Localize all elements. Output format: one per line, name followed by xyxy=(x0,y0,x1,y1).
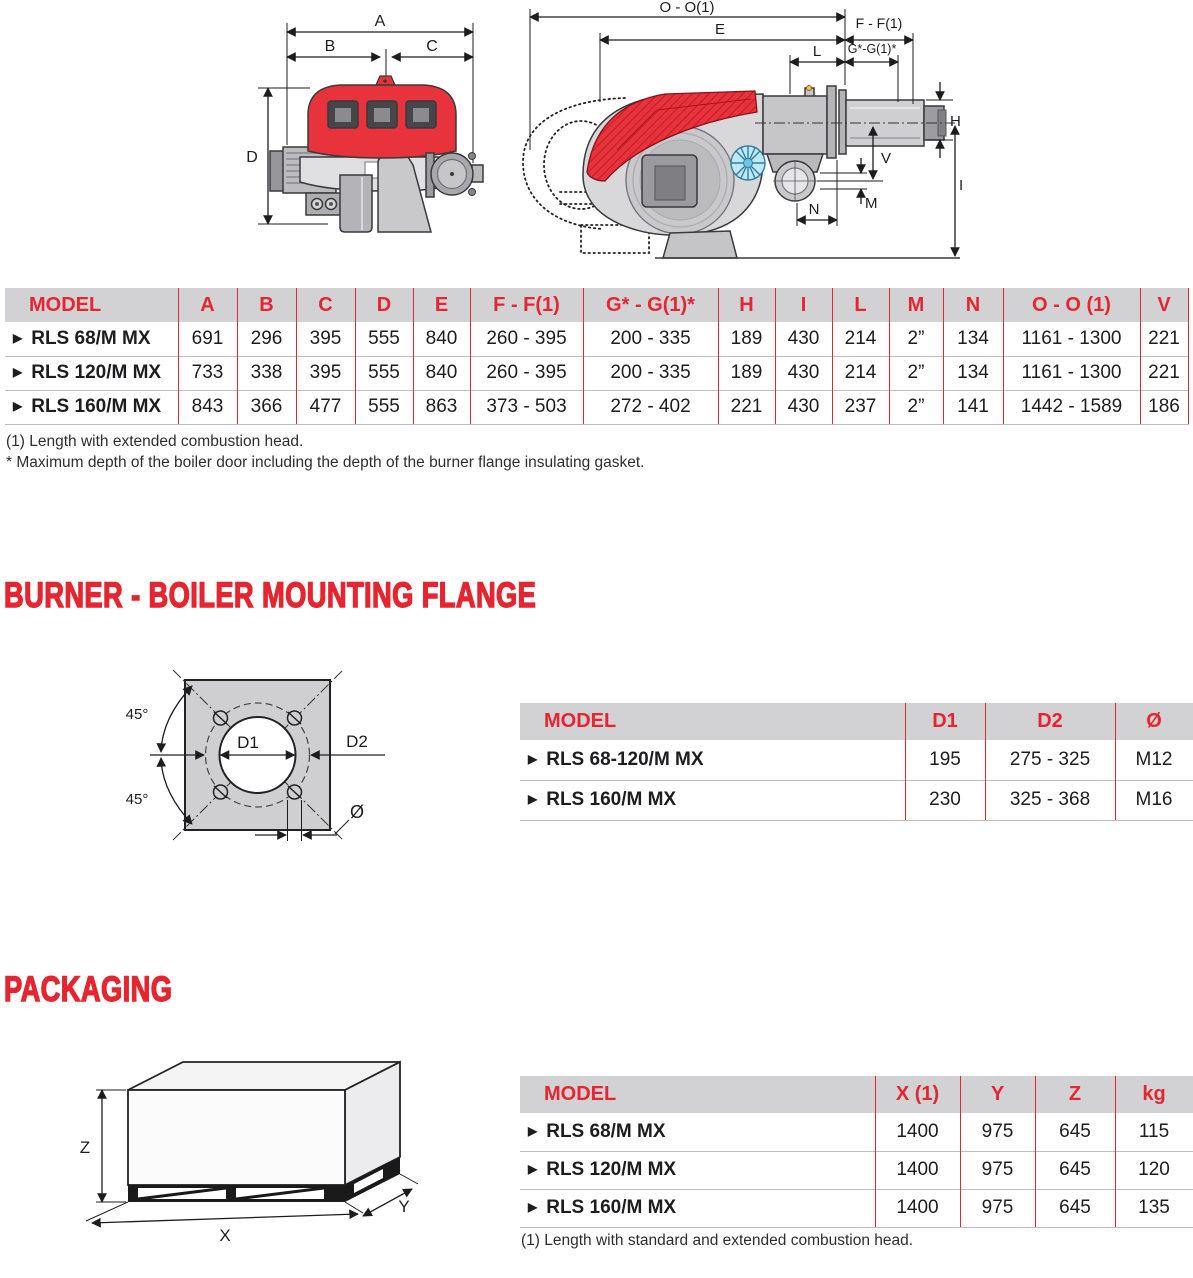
col-y: Y xyxy=(960,1076,1035,1113)
dim-i xyxy=(955,126,963,256)
dim-b-label: B xyxy=(324,38,336,55)
packaging-table-header-row xyxy=(520,1076,1193,1113)
cell-m: 2” xyxy=(889,356,943,390)
cell-dia: M12 xyxy=(1115,740,1193,780)
col-kg: kg xyxy=(1115,1076,1193,1113)
cell-v: 221 xyxy=(1140,356,1188,390)
col-c: C xyxy=(296,288,355,322)
col-f: F - F(1) xyxy=(470,288,583,322)
cell-d1: 230 xyxy=(905,780,985,820)
cell-b: 296 xyxy=(237,322,296,356)
row-marker-icon: ▶ xyxy=(528,1200,538,1214)
dimensions-table-header-row xyxy=(5,288,1188,322)
cell-o: 1161 - 1300 xyxy=(1003,356,1140,390)
dim-b xyxy=(287,38,380,57)
row-marker-icon: ▶ xyxy=(528,792,538,806)
packaging-box xyxy=(128,1062,400,1185)
col-model: MODEL xyxy=(520,1076,875,1113)
model-name xyxy=(520,1189,875,1227)
cell-b: 338 xyxy=(237,356,296,390)
cell-v: 221 xyxy=(1140,322,1188,356)
model-label: RLS 120/M MX xyxy=(546,1159,677,1180)
col-n: N xyxy=(943,288,1003,322)
col-i: I xyxy=(775,288,832,322)
cell-m: 2” xyxy=(889,390,943,424)
cell-y: 975 xyxy=(960,1113,1035,1151)
packaging-section-title: PACKAGING xyxy=(4,970,173,1009)
cell-g: 272 - 402 xyxy=(583,390,718,424)
cell-n: 134 xyxy=(943,356,1003,390)
cell-d2: 325 - 368 xyxy=(985,780,1115,820)
cell-f: 260 - 395 xyxy=(470,322,583,356)
cell-l: 237 xyxy=(832,390,889,424)
col-l: L xyxy=(832,288,889,322)
dim-gg xyxy=(845,42,898,102)
cell-y: 975 xyxy=(960,1151,1035,1189)
dim-angle-bottom xyxy=(126,758,192,824)
cell-l: 214 xyxy=(832,356,889,390)
cell-f: 373 - 503 xyxy=(470,390,583,424)
cell-o: 1161 - 1300 xyxy=(1003,322,1140,356)
dim-x xyxy=(86,1202,363,1245)
dim-oo-label: O - O(1) xyxy=(659,0,715,16)
row-marker-icon: ▶ xyxy=(528,1123,538,1138)
cell-e: 840 xyxy=(413,356,470,390)
col-h: H xyxy=(718,288,775,322)
cell-x: 1400 xyxy=(875,1189,960,1227)
dim-ff xyxy=(845,15,913,104)
cell-dia: M16 xyxy=(1115,780,1193,820)
dim-d-label: D xyxy=(246,149,258,166)
cell-e: 863 xyxy=(413,390,470,424)
row-marker-icon: ▶ xyxy=(528,751,538,766)
flange-section-title: BURNER - BOILER MOUNTING FLANGE xyxy=(4,576,537,615)
col-dia: Ø xyxy=(1115,703,1193,740)
model-label: RLS 68-120/M MX xyxy=(546,748,704,770)
col-z: Z xyxy=(1035,1076,1115,1113)
model-name xyxy=(520,1151,875,1189)
cell-c: 395 xyxy=(296,356,355,390)
flange-table xyxy=(520,703,1193,821)
cell-z: 645 xyxy=(1035,1151,1115,1189)
cell-g: 200 - 335 xyxy=(583,322,718,356)
model-name xyxy=(520,740,905,780)
cell-a: 843 xyxy=(178,390,237,424)
dim-l-label: L xyxy=(812,43,822,60)
col-g: G* - G(1)* xyxy=(583,288,718,322)
dim-v-label: V xyxy=(881,150,892,167)
dim-d1-label: D1 xyxy=(237,733,259,752)
dim-i-label: I xyxy=(959,177,964,194)
packaging-table xyxy=(520,1076,1193,1228)
cell-v: 186 xyxy=(1140,390,1188,424)
table-row xyxy=(520,780,1193,820)
dim-d2-label: D2 xyxy=(346,732,368,751)
cell-o: 1442 - 1589 xyxy=(1003,390,1140,424)
dim-n-label: N xyxy=(808,201,820,218)
cell-i: 430 xyxy=(775,390,832,424)
model-name xyxy=(520,1113,875,1151)
cell-y: 975 xyxy=(960,1189,1035,1227)
cell-e: 840 xyxy=(413,322,470,356)
cell-h: 221 xyxy=(718,390,775,424)
col-m: M xyxy=(889,288,943,322)
table-row xyxy=(520,1189,1193,1227)
col-o: O - O (1) xyxy=(1003,288,1140,322)
model-label: RLS 120/M MX xyxy=(31,362,162,383)
dimensions-footnotes xyxy=(6,431,644,473)
cell-x: 1400 xyxy=(875,1151,960,1189)
cell-z: 645 xyxy=(1035,1113,1115,1151)
footnote-2: * Maximum depth of the boiler door including the depth of the burner flange insulating gasket. xyxy=(6,454,645,471)
blast-tube xyxy=(755,86,955,159)
cell-g: 200 - 335 xyxy=(583,356,718,390)
col-v: V xyxy=(1140,288,1188,322)
col-d2: D2 xyxy=(985,703,1115,740)
angle-bottom-label: 45° xyxy=(125,791,149,808)
table-row xyxy=(520,1151,1193,1189)
cell-kg: 135 xyxy=(1115,1189,1193,1227)
packaging-footnote: (1) Length with standard and extended combustion head. xyxy=(521,1232,914,1249)
cell-a: 733 xyxy=(178,356,237,390)
model-name xyxy=(520,780,905,820)
burner-front-body xyxy=(270,76,483,232)
cell-h: 189 xyxy=(718,322,775,356)
mounting-flange-diagram xyxy=(95,648,425,863)
model-name xyxy=(5,356,178,390)
model-label: RLS 68/M MX xyxy=(546,1120,666,1142)
burner-front-view-drawing xyxy=(230,5,515,270)
cell-kg: 115 xyxy=(1115,1113,1193,1151)
cell-m: 2” xyxy=(889,322,943,356)
row-marker-icon: ▶ xyxy=(13,399,23,413)
angle-top-label: 45° xyxy=(125,706,149,723)
dim-a-label: A xyxy=(374,13,386,30)
fan-wheel xyxy=(731,146,765,180)
col-d1: D1 xyxy=(905,703,985,740)
cell-d2: 275 - 325 xyxy=(985,740,1115,780)
cell-c: 477 xyxy=(296,390,355,424)
model-label: RLS 160/M MX xyxy=(31,396,162,417)
cell-n: 141 xyxy=(943,390,1003,424)
cell-i: 430 xyxy=(775,322,832,356)
packaging-box-diagram xyxy=(60,1035,430,1250)
dim-c-label: C xyxy=(426,38,438,55)
dim-y-label: Y xyxy=(398,1197,410,1216)
dim-z xyxy=(80,1090,126,1202)
col-a: A xyxy=(178,288,237,322)
dimensions-table xyxy=(5,288,1189,425)
dim-x-label: X xyxy=(219,1226,231,1245)
col-model: MODEL xyxy=(5,288,178,322)
cell-d1: 195 xyxy=(905,740,985,780)
model-name xyxy=(5,322,178,356)
footnote-1: (1) Length with extended combustion head. xyxy=(6,433,304,450)
table-row xyxy=(520,1113,1193,1151)
gas-train xyxy=(767,154,823,202)
cell-x: 1400 xyxy=(875,1113,960,1151)
cell-kg: 120 xyxy=(1115,1151,1193,1189)
table-row xyxy=(5,390,1188,424)
dim-h-label: H xyxy=(950,113,961,130)
cell-a: 691 xyxy=(178,322,237,356)
model-label: RLS 160/M MX xyxy=(546,789,677,810)
hood-windows xyxy=(328,101,436,128)
dim-diameter-label: Ø xyxy=(349,802,365,822)
col-d: D xyxy=(355,288,413,322)
col-x: X (1) xyxy=(875,1076,960,1113)
cell-n: 134 xyxy=(943,322,1003,356)
dim-e-label: E xyxy=(714,21,726,38)
model-name xyxy=(5,390,178,424)
cell-d: 555 xyxy=(355,356,413,390)
col-b: B xyxy=(237,288,296,322)
table-row xyxy=(5,356,1188,390)
table-row xyxy=(520,740,1193,780)
dim-m xyxy=(820,158,878,212)
flange-table-header-row xyxy=(520,703,1193,740)
col-e: E xyxy=(413,288,470,322)
dim-c xyxy=(386,38,473,83)
burner-side-view-drawing xyxy=(505,0,965,280)
dim-m-label: M xyxy=(865,195,878,212)
cell-d: 555 xyxy=(355,322,413,356)
cell-h: 189 xyxy=(718,356,775,390)
dim-ff-label: F - F(1) xyxy=(855,15,903,31)
cell-b: 366 xyxy=(237,390,296,424)
cell-z: 645 xyxy=(1035,1189,1115,1227)
col-model: MODEL xyxy=(520,703,905,740)
cell-i: 430 xyxy=(775,356,832,390)
table-row xyxy=(5,322,1188,356)
row-marker-icon: ▶ xyxy=(13,330,23,345)
row-marker-icon: ▶ xyxy=(13,365,23,379)
cell-d: 555 xyxy=(355,390,413,424)
dim-angle-top xyxy=(126,686,192,752)
row-marker-icon: ▶ xyxy=(528,1162,538,1176)
cell-f: 260 - 395 xyxy=(470,356,583,390)
model-label: RLS 160/M MX xyxy=(546,1197,677,1218)
model-label: RLS 68/M MX xyxy=(31,327,151,349)
dim-gg-label: G*-G(1)* xyxy=(847,42,897,56)
cell-l: 214 xyxy=(832,322,889,356)
dim-z-label: Z xyxy=(79,1138,91,1157)
cell-c: 395 xyxy=(296,322,355,356)
